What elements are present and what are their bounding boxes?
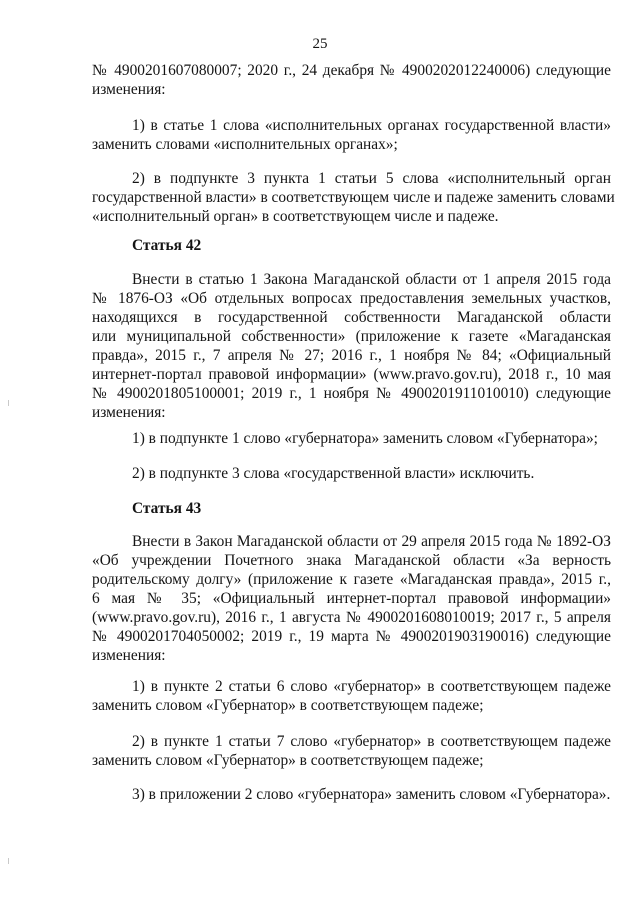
text-line: «исполнительный орган» в соответствующем числе и падеже. bbox=[92, 208, 499, 225]
text-line: Внести в Закон Магаданской области от 29 апреля 2015 года № 1892-ОЗ bbox=[132, 533, 611, 550]
text-line: заменить словом «Губернатор» в соответствующем падеже; bbox=[92, 752, 484, 769]
text-line: государственной власти» в соответствующем числе и падеже заменить словами bbox=[92, 189, 615, 206]
text-line: № 4900201607080007; 2020 г., 24 декабря № 4900202012240006) следующие bbox=[92, 62, 611, 79]
text-line: № 1876-ОЗ «Об отдельных вопросах предоставления земельных участков, bbox=[92, 290, 611, 307]
text-line: 2) в подпункте 3 слова «государственной власти» исключить. bbox=[132, 465, 535, 482]
scan-artifact bbox=[8, 858, 9, 864]
text-line: изменения: bbox=[92, 647, 166, 664]
text-line: (www.pravo.gov.ru), 2016 г., 1 августа № 4900201608010019; 2017 г., 5 апреля bbox=[92, 609, 611, 626]
text-line: 3) в приложении 2 слово «губернатора» заменить словом «Губернатора». bbox=[132, 786, 611, 803]
text-line: № 4900201805100001; 2019 г., 1 ноября № 4900201911010010) следующие bbox=[92, 385, 611, 402]
text-line: 1) в подпункте 1 слово «губернатора» заменить словом «Губернатора»; bbox=[132, 430, 598, 447]
text-line: изменения: bbox=[92, 404, 166, 421]
page-number: 25 bbox=[312, 36, 328, 52]
article-heading: Статья 43 bbox=[132, 500, 202, 517]
article-heading: Статья 42 bbox=[132, 237, 202, 254]
text-line: «Об учреждении Почетного знака Магаданской области «За верность bbox=[92, 552, 611, 569]
text-line: находящихся в государственной собственности Магаданской области bbox=[92, 309, 611, 326]
text-line: правда», 2015 г., 7 апреля № 27; 2016 г., 1 ноября № 84; «Официальный bbox=[92, 347, 611, 364]
text-line: заменить словом «Губернатор» в соответствующем падеже; bbox=[92, 697, 484, 714]
text-line: или муниципальной собственности» (приложение к газете «Магаданская bbox=[92, 328, 611, 345]
text-line: Внести в статью 1 Закона Магаданской области от 1 апреля 2015 года bbox=[132, 271, 611, 288]
text-line: 1) в пункте 2 статьи 6 слово «губернатор» в соответствующем падеже bbox=[132, 678, 611, 695]
text-line: интернет-портал правовой информации» (www.pravo.gov.ru), 2018 г., 10 мая bbox=[92, 366, 611, 383]
text-line: родительскому долгу» (приложение к газете «Магаданская правда», 2015 г., bbox=[92, 571, 611, 588]
text-line: 1) в статье 1 слова «исполнительных органах государственной власти» bbox=[132, 117, 611, 134]
text-line: 2) в пункте 1 статьи 7 слово «губернатор» в соответствующем падеже bbox=[132, 733, 611, 750]
text-line: 2) в подпункте 3 пункта 1 статьи 5 слова «исполнительный орган bbox=[132, 170, 611, 187]
text-line: изменения: bbox=[92, 81, 166, 98]
text-line: 6 мая № 35; «Официальный интернет-портал правовой информации» bbox=[92, 590, 611, 607]
text-line: № 4900201704050002; 2019 г., 19 марта № 4900201903190016) следующие bbox=[92, 628, 611, 645]
text-line: заменить словами «исполнительных органах»; bbox=[92, 136, 398, 153]
scan-artifact bbox=[8, 400, 9, 406]
